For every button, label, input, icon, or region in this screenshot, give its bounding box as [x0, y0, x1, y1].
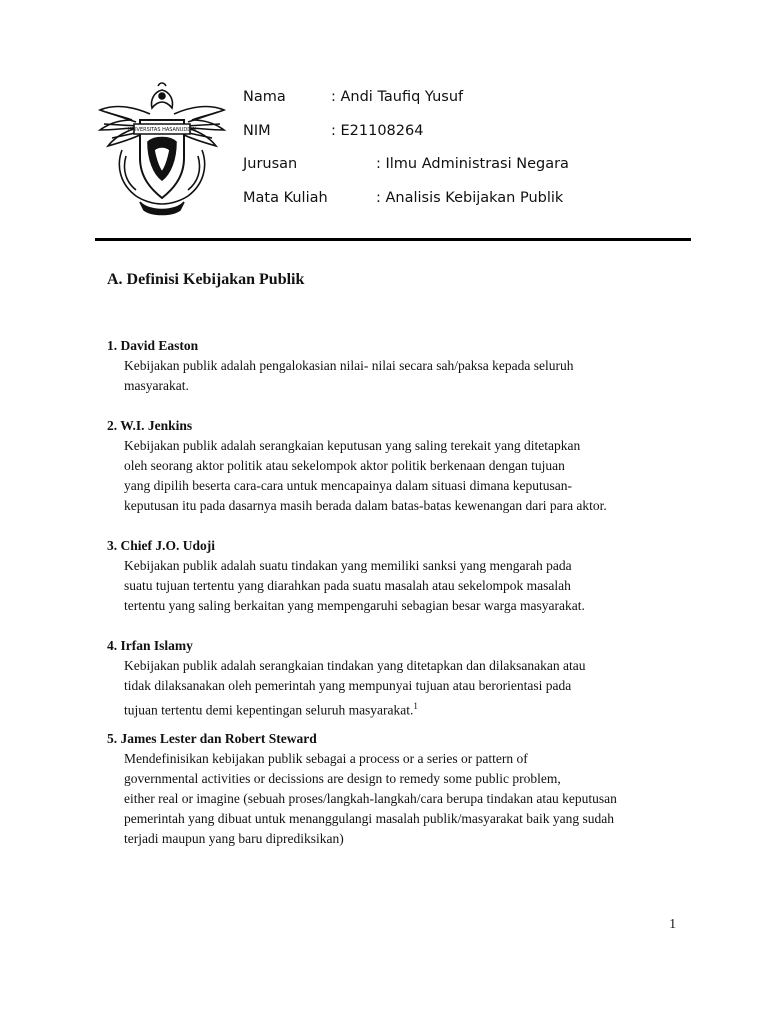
definition-heading: 5. James Lester dan Robert Steward	[107, 730, 317, 746]
university-emblem-icon	[92, 80, 232, 220]
logo-text: UNIVERSITAS HASANUDDIN	[127, 127, 197, 133]
definition-text: Mendefinisikan kebijakan publik sebagai a process or a series or pattern of governmental activities or decissions are design to remedy some public problem, either real or imagine (sebuah proses/langkah-langkah/cara berupa tindakan atau keputusan pemerintah yang dibuat untuk menanggulangi masalah publik/masyarakat baik yang sudah terjadi maupun yang baru diprediksikan)	[124, 750, 617, 846]
field-value: : Analisis Kebijakan Publik	[376, 190, 564, 206]
field-row-jurusan	[243, 156, 569, 172]
field-label: Nama	[243, 89, 286, 105]
definition-text: Kebijakan publik adalah serangkaian keputusan yang saling terekait yang ditetapkan oleh seorang aktor politik atau sekelompok aktor politik berkenaan dengan tujuan yang dipilih beserta cara-cara untuk mencapainya dalam situasi dimana keputusan- keputusan itu pada dasarnya masih berada dalam batas-batas kewenangan dari para aktor.	[124, 438, 607, 513]
field-row-nama	[243, 89, 464, 105]
field-value: : Andi Taufiq Yusuf	[331, 89, 464, 105]
section-title: A. Definisi Kebijakan Publik	[107, 271, 305, 288]
definition-item	[107, 416, 707, 516]
definition-item	[107, 336, 707, 396]
footnote-marker[interactable]: 1	[413, 701, 418, 711]
field-row-nim	[243, 123, 424, 139]
definition-heading: 4. Irfan Islamy	[107, 638, 193, 653]
definition-heading: 2. W.I. Jenkins	[107, 418, 193, 433]
definition-text	[124, 656, 707, 721]
field-value: : Ilmu Administrasi Negara	[376, 156, 569, 172]
definition-item	[107, 536, 707, 616]
field-value: : E21108264	[331, 123, 424, 139]
definition-text: Kebijakan publik adalah pengalokasian nilai- nilai secara sah/paksa kepada seluruh masyarakat.	[124, 358, 574, 393]
field-label: NIM	[243, 123, 271, 139]
definition-heading: 3. Chief J.O. Udoji	[107, 538, 215, 553]
field-label: Jurusan	[243, 156, 298, 172]
definition-heading: 1. David Easton	[107, 338, 199, 353]
field-label: Mata Kuliah	[243, 190, 328, 206]
definition-text: Kebijakan publik adalah suatu tindakan yang memiliki sanksi yang mengarah pada suatu tujuan tertentu yang diarahkan pada suatu masalah atau sekelompok masalah tertentu yang saling berkaitan yang mempengaruhi sebagian besar warga masyarakat.	[124, 558, 585, 613]
definition-item	[107, 636, 707, 721]
definition-item	[107, 729, 707, 849]
field-row-mata-kuliah	[243, 190, 564, 206]
page-number: 1	[669, 916, 676, 931]
definition-text-body: Kebijakan publik adalah serangkaian tindakan yang ditetapkan dan dilaksanakan atau tidak dilaksanakan oleh pemerintah yang mempunyai tujuan atau berorientasi pada tujuan tertentu demi kepentingan seluruh masyarakat.	[124, 658, 586, 718]
header-divider	[95, 238, 691, 241]
definition-list	[107, 336, 707, 849]
